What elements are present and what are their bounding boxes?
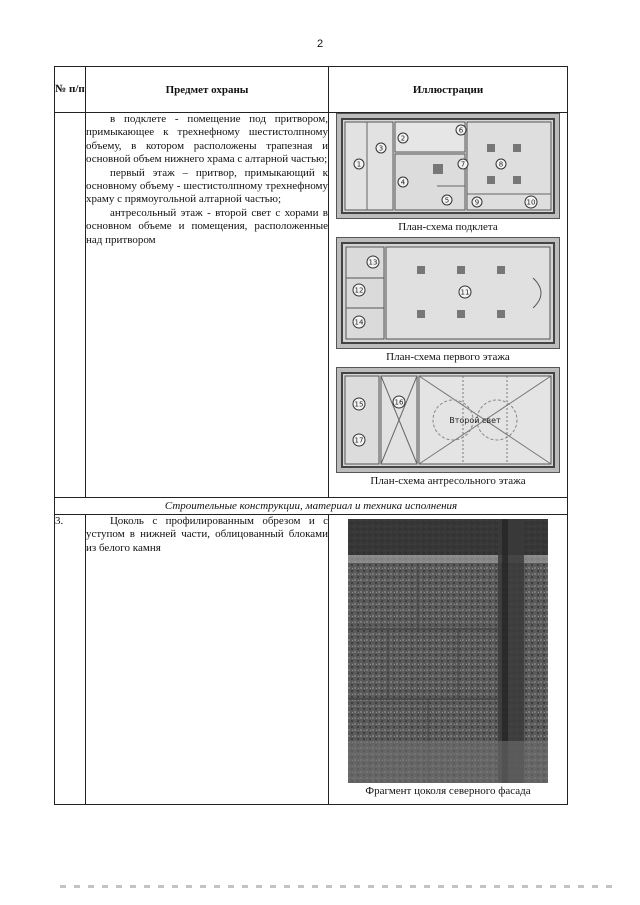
paragraph-mezzanine: антресольный этаж - второй свет с хорами в основном объеме и помещения, расположенные над притвором <box>86 206 328 246</box>
room-17-label: 17 <box>354 436 364 445</box>
plinth-description: Цоколь с профилированным обрезом и с уступом в нижней части, облицованный блоками из белого камня <box>86 515 328 554</box>
section-title: Строительные конструкции, материал и техника исполнения <box>55 498 568 515</box>
illustrations-cell-3 <box>329 515 568 805</box>
table-row-3 <box>55 515 568 805</box>
paragraph-first-floor: первый этаж – притвор, примыкающий к основному объему - шестистолпному трехнефному храму с прямоугольной алтарной частью; <box>86 166 328 206</box>
scan-artifact-line <box>60 885 620 888</box>
room-15-label: 15 <box>354 400 364 409</box>
room-10-label: 10 <box>526 198 536 207</box>
header-number: № п/п <box>55 67 86 113</box>
room-6-label: 6 <box>458 126 464 135</box>
room-12-label: 12 <box>354 286 364 295</box>
second-light-label: Второй свет <box>449 416 501 425</box>
row-number: 3. <box>55 515 86 805</box>
room-14-label: 14 <box>354 318 364 327</box>
section-title-row <box>55 498 568 515</box>
illustrations-cell <box>329 113 568 498</box>
page-number: 2 <box>316 38 324 50</box>
room-16-label: 16 <box>394 398 404 407</box>
room-1-label: 1 <box>356 160 362 169</box>
paragraph-basement: в подклете - помещение под притвором, примыкающее к трехнефному шестистолпному объему, в котором расположены трапезная и основной объем нижнего храма с алтарной частью; <box>86 113 328 166</box>
subject-cell-3 <box>86 515 329 805</box>
room-8-label: 8 <box>498 160 504 169</box>
room-9-label: 9 <box>474 198 480 207</box>
plinth-photo <box>348 519 548 783</box>
table-row-continued <box>55 113 568 498</box>
header-subject: Предмет охраны <box>86 67 329 113</box>
room-4-label: 4 <box>400 178 406 187</box>
basement-plan-image <box>336 113 560 219</box>
table-header-row <box>55 67 568 113</box>
header-illustrations: Иллюстрации <box>329 67 568 113</box>
protection-subject-table <box>54 66 568 805</box>
first-floor-plan-caption: План-схема первого этажа <box>386 351 510 363</box>
photo-caption: Фрагмент цоколя северного фасада <box>365 785 531 797</box>
row-number-empty <box>55 113 86 498</box>
room-13-label: 13 <box>368 258 378 267</box>
room-7-label: 7 <box>460 160 466 169</box>
mezzanine-plan-image <box>336 367 560 473</box>
room-3-label: 3 <box>378 144 384 153</box>
subject-cell <box>86 113 329 498</box>
room-5-label: 5 <box>444 196 450 205</box>
basement-plan-caption: План-схема подклета <box>398 221 498 233</box>
mezzanine-plan-caption: План-схема антресольного этажа <box>370 475 526 487</box>
first-floor-plan-image <box>336 237 560 349</box>
room-11-label: 11 <box>460 288 470 297</box>
room-2-label: 2 <box>400 134 406 143</box>
